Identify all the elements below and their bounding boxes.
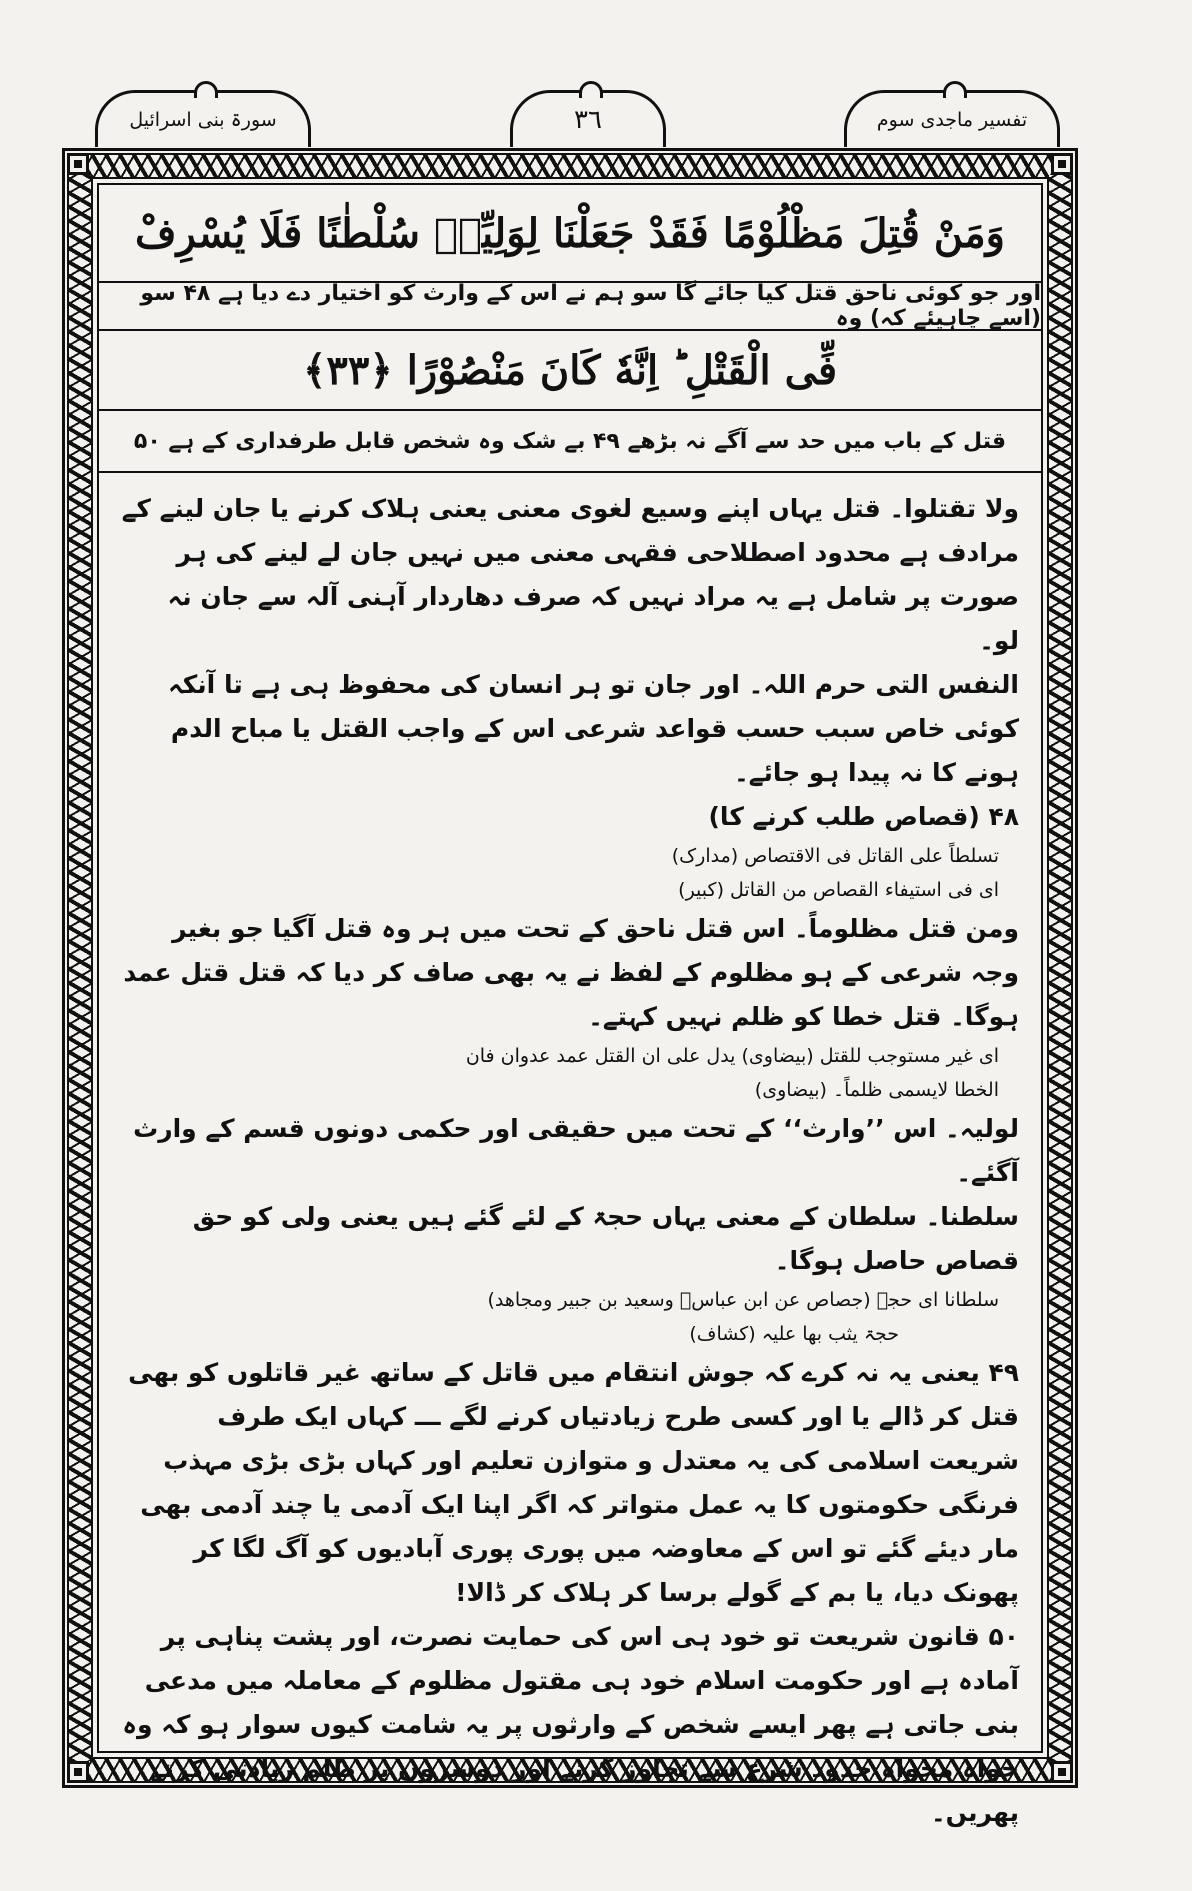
rope-border-left	[67, 175, 93, 1761]
commentary-paragraph: سلطنا۔ سلطان کے معنی یہاں حجۃ کے لئے گئے ہیں یعنی ولی کو حق قصاص حاصل ہوگا۔	[192, 1202, 1019, 1275]
note-49-paragraph: ۴۹ یعنی یہ نہ کرے کہ جوش انتقام میں قاتل کے ساتھ غیر قاتلوں کو بھی قتل کر ڈالے یا اور کسی طرح زیادتیاں کرنے لگے ـــ کہاں ایک طرف شریعت اسلامی کی یہ معتدل و متوازن تعلیم اور کہاں بڑی بڑی مہذب فرنگی حکومتوں کا یہ عمل متواتر کہ اگر اپنا ایک آدمی یا چند آدمی بھی مار دیئے گئے تو اس کے معاوضہ میں پوری پوری آبادیوں کو آگ لگا کر پھونک دیا، یا بم کے گولے برسا کر ہلاک کر ڈالا!	[128, 1358, 1019, 1607]
book-title-cartouche	[844, 90, 1060, 147]
corner-ornament-icon	[67, 1761, 89, 1783]
arabic-reference: ای غیر مستوجب للقتل (بیضاوی) یدل علی ان القتل عمد عدوان فان	[465, 1045, 999, 1067]
commentary-paragraph: النفس التی حرم اللہ۔ اور جان تو ہر انسان کی محفوظ ہی ہے تا آنکہ کوئی خاص سبب حسب قواعد شرعی اس کے واجب القتل یا مباح الدم ہونے کا نہ پیدا ہو جائے۔	[168, 670, 1019, 787]
arabic-reference: تسلطاً علی القاتل فی الاقتصاص (مدارک)	[671, 845, 999, 867]
corner-ornament-icon	[67, 153, 89, 175]
corner-ornament-icon	[1051, 1761, 1073, 1783]
page-border-frame	[62, 148, 1078, 1827]
page-header	[70, 80, 1080, 150]
cartouche-ornament	[943, 81, 967, 98]
translation-2: قتل کے باب میں حد سے آگے نہ بڑھے ۴۹ بے شک وہ شخص قابل طرفداری کے ہے ۵۰	[99, 411, 1041, 473]
page-number-cartouche	[510, 90, 666, 147]
arabic-reference: سلطانا ای حجۃ (جصاص عن ابن عباسؓ وسعید بن جبیر ومجاھد)	[487, 1289, 999, 1311]
arabic-reference: حجۃ یثب بھا علیہ (کشاف)	[689, 1323, 899, 1345]
arabic-reference: ای فی استیفاء القصاص من القاتل (کبیر)	[678, 879, 999, 901]
rope-border-top	[89, 153, 1051, 179]
text-area	[97, 183, 1043, 1827]
translation-1: اور جو کوئی ناحق قتل کیا جائے گا سو ہم نے اس کے وارث کو اختیار دے دیا ہے ۴۸ سو (اسے چاہیئے کہ) وہ	[99, 283, 1041, 331]
surah-name: سورۃ بنی اسرائیل	[129, 109, 277, 131]
quran-verse-2: فِّی الْقَتْلِ ؕ اِنَّهٗ كَانَ مَنْصُوْرًا ﴿۳۳﴾	[99, 331, 1041, 411]
commentary-paragraph: لولیہ۔ اس ’’وارث‘‘ کے تحت میں حقیقی اور حکمی دونوں قسم کے وارث آگئے۔	[133, 1114, 1019, 1187]
cartouche-ornament	[194, 81, 218, 98]
corner-ornament-icon	[1051, 153, 1073, 175]
commentary-paragraph: ومن قتل مظلوماً۔ اس قتل ناحق کے تحت میں ہر وہ قتل آگیا جو بغیر وجہ شرعی کے ہو مظلوم کے لفظ نے یہ بھی صاف کر دیا کہ قتل قتل عمد ہوگا۔ قتل خطا کو ظلم نہیں کہتے۔	[123, 914, 1019, 1031]
note-50-paragraph: ۵۰ قانون شریعت تو خود ہی اس کی حمایت نصرت، اور پشت پناہی پر آمادہ ہے اور حکومت اسلام خود ہی مقتول مظلوم کے معاملہ میں مدعی بنی جاتی ہے پھر ایسے شخص کے وارثوں پر یہ شامت کیوں سوار ہو کہ وہ خواہ مخواہ حدود شرع سے تجاوز کرنے اور دوسروں پر ظلم زیادتی کرتے پھریں۔	[122, 1622, 1019, 1827]
page-number: ٣٦	[574, 105, 602, 135]
commentary-paragraph: ولا تقتلوا۔ قتل یہاں اپنے وسیع لغوی معنی یعنی ہلاک کرنے یا جان لینے کے مرادف ہے محدود اصطلاحی فقہی معنی میں نہیں جان لے لینے کی ہر صورت پر شامل ہے یہ مراد نہیں کہ صرف دھاردار آہنی آلہ سے جان نہ لو۔	[121, 494, 1019, 655]
cartouche-ornament	[579, 81, 603, 98]
book-title: تفسیر ماجدی سوم	[876, 109, 1028, 131]
arabic-reference: الخطا لایسمی ظلماً۔ (بیضاوی)	[754, 1079, 999, 1101]
rope-border-right	[1047, 175, 1073, 1761]
note-48-heading: ۴۸ (قصاص طلب کرنے کا)	[708, 802, 1019, 831]
quran-verse-1: وَمَنْ قُتِلَ مَظْلُوْمًا فَقَدْ جَعَلْنَا لِوَلِيِّهٖ سُلْطٰنًا فَلَا يُسْرِفْ	[99, 185, 1041, 283]
commentary	[99, 473, 1041, 1835]
surah-name-cartouche	[95, 90, 311, 147]
